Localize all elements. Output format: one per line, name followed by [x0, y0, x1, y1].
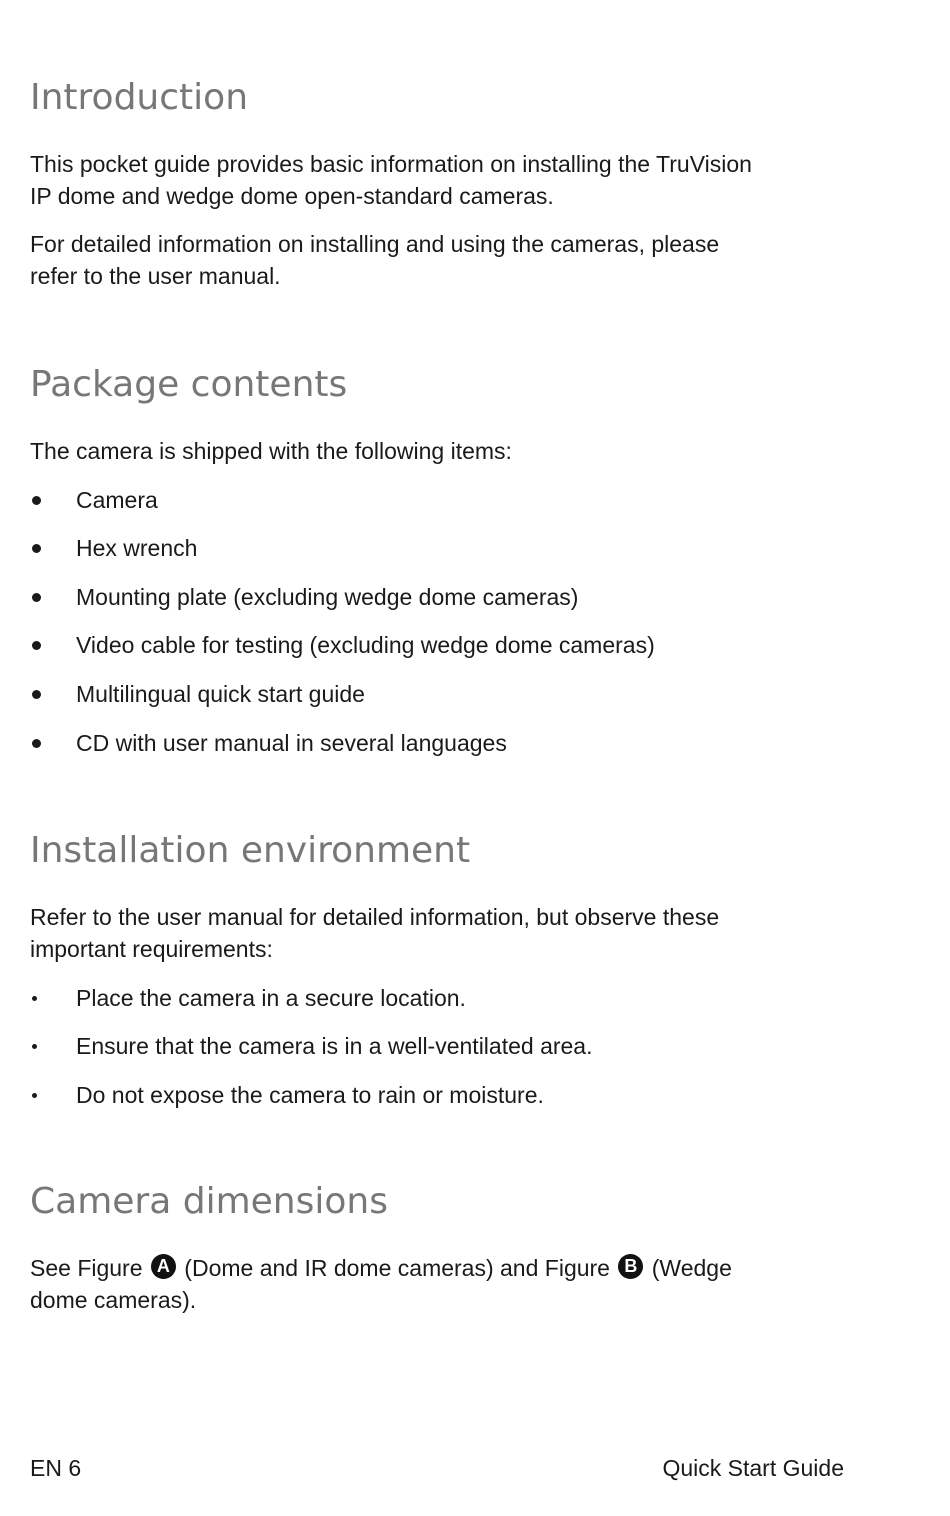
intro-para2-line2: refer to the user manual.	[30, 263, 281, 289]
list-item-text: CD with user manual in several languages	[76, 729, 507, 756]
intro-para1-line2: IP dome and wedge dome open-standard cameras.	[30, 183, 554, 209]
camera-dimensions-heading: Camera dimensions	[30, 1181, 388, 1222]
page-number: EN 6	[30, 1455, 82, 1481]
dimensions-line2: dome cameras).	[30, 1287, 197, 1313]
dimensions-text-3: (Wedge	[645, 1255, 732, 1281]
list-item-text: Mounting plate (excluding wedge dome cameras)	[76, 583, 579, 610]
list-item	[30, 1030, 850, 1062]
list-item	[30, 982, 850, 1014]
list-item-text: Camera	[76, 486, 158, 513]
installation-environment-section	[30, 829, 850, 1111]
introduction-section	[30, 76, 850, 292]
camera-dimensions-section	[30, 1180, 850, 1316]
dimensions-paragraph	[30, 1252, 850, 1316]
list-item	[30, 727, 850, 759]
list-item-text: Place the camera in a secure location.	[76, 984, 466, 1011]
environment-lead-line1: Refer to the user manual for detailed information, but observe these	[30, 904, 720, 930]
figure-a-badge-icon: A	[151, 1254, 176, 1279]
environment-requirements-list	[30, 982, 850, 1111]
intro-paragraph-2	[30, 228, 850, 292]
list-item	[30, 678, 850, 710]
intro-para2-line1: For detailed information on installing and using the cameras, please	[30, 231, 720, 257]
list-item-text: Ensure that the camera is in a well-ventilated area.	[76, 1033, 593, 1060]
package-contents-heading: Package contents	[30, 364, 348, 405]
list-item	[30, 629, 850, 661]
figure-b-badge-icon: B	[618, 1254, 643, 1279]
package-items-list	[30, 484, 850, 759]
package-lead: The camera is shipped with the following items:	[30, 438, 512, 464]
installation-environment-heading: Installation environment	[30, 830, 471, 871]
list-item	[30, 532, 850, 564]
list-item	[30, 484, 850, 516]
dimensions-text-2: (Dome and IR dome cameras) and Figure	[177, 1255, 617, 1281]
environment-lead-line2: important requirements:	[30, 936, 273, 962]
intro-para1-line1: This pocket guide provides basic information on installing the TruVision	[30, 151, 752, 177]
intro-paragraph-1	[30, 148, 850, 212]
environment-lead	[30, 901, 850, 965]
package-contents-section	[30, 363, 850, 759]
list-item	[30, 581, 850, 613]
list-item-text: Hex wrench	[76, 535, 198, 562]
list-item-text: Multilingual quick start guide	[76, 680, 365, 707]
document-title: Quick Start Guide	[662, 1455, 844, 1481]
list-item-text: Video cable for testing (excluding wedge dome cameras)	[76, 632, 655, 659]
dimensions-text-1: See Figure	[30, 1255, 149, 1281]
list-item-text: Do not expose the camera to rain or moisture.	[76, 1081, 544, 1108]
introduction-heading: Introduction	[30, 77, 249, 118]
list-item	[30, 1079, 850, 1111]
